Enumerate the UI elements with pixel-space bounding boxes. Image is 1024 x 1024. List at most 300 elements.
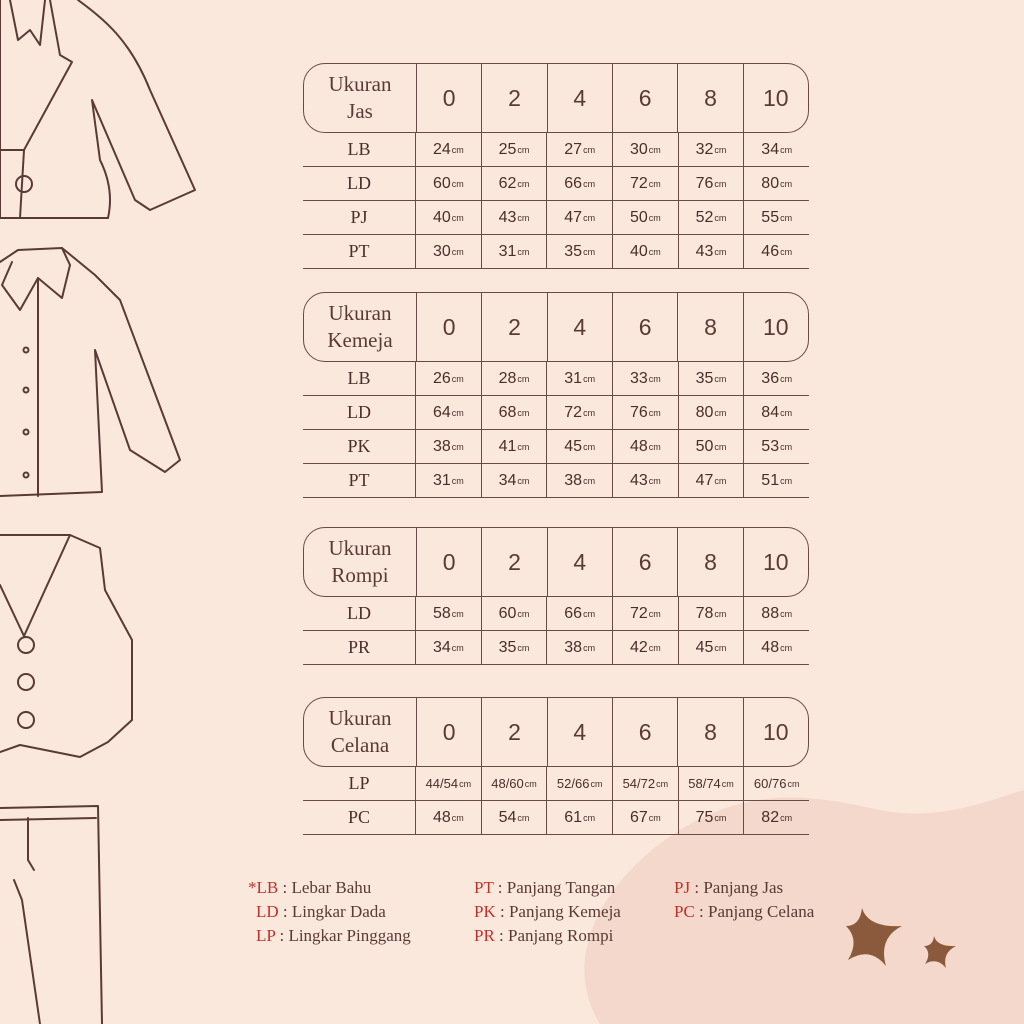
value-number: 54/72: [622, 776, 656, 791]
measure-value: [612, 396, 678, 429]
value-number: 60/76: [753, 776, 787, 791]
legend-item: PR : Panjang Rompi: [474, 926, 614, 945]
size-header: 2: [481, 293, 546, 361]
measure-value: [678, 396, 744, 429]
size-header: 6: [612, 528, 677, 596]
value-number: 60: [432, 174, 451, 192]
unit-label: cm: [780, 642, 793, 653]
unit-label: cm: [583, 475, 596, 486]
value-number: 60: [498, 604, 517, 622]
measure-value: [415, 430, 481, 463]
value-number: 30: [629, 140, 648, 158]
table-header: [303, 63, 809, 133]
size-header: 8: [677, 698, 742, 766]
unit-label: cm: [451, 475, 464, 486]
unit-label: cm: [714, 144, 727, 155]
measure-value: [546, 597, 612, 630]
legend-key: PJ: [674, 878, 691, 897]
value-number: 35: [564, 242, 583, 260]
legend-item: LD : Lingkar Dada: [256, 902, 386, 921]
table-row: [303, 133, 809, 167]
value-number: 28: [498, 369, 517, 387]
legend-value: Lingkar Dada: [291, 902, 386, 921]
unit-label: cm: [451, 178, 464, 189]
table-header: [303, 697, 809, 767]
caption-line-1: Ukuran: [328, 706, 392, 730]
measure-value: [415, 167, 481, 200]
measure-value: [678, 430, 744, 463]
measure-value: [546, 801, 612, 834]
measure-value: [481, 235, 547, 268]
measure-value: [743, 464, 809, 497]
value-number: 48: [761, 638, 780, 656]
unit-label: cm: [583, 212, 596, 223]
value-number: 44/54: [425, 776, 459, 791]
unit-label: cm: [517, 373, 530, 384]
measure-value: [546, 767, 612, 800]
unit-label: cm: [517, 642, 530, 653]
value-number: 84: [761, 403, 780, 421]
value-number: 34: [432, 638, 451, 656]
value-number: 33: [629, 369, 648, 387]
value-number: 32: [695, 140, 714, 158]
value-number: 78: [695, 604, 714, 622]
unit-label: cm: [780, 441, 793, 452]
unit-label: cm: [590, 778, 603, 789]
measure-value: [546, 464, 612, 497]
table-header: [303, 292, 809, 362]
measure-value: [481, 430, 547, 463]
value-number: 45: [695, 638, 714, 656]
star-icon: [922, 934, 958, 970]
measure-value: [546, 235, 612, 268]
unit-label: cm: [714, 212, 727, 223]
unit-label: cm: [648, 178, 661, 189]
table-row: [303, 167, 809, 201]
unit-label: cm: [451, 373, 464, 384]
table-row: [303, 430, 809, 464]
legend-item: PC : Panjang Celana: [674, 902, 815, 921]
value-number: 43: [629, 471, 648, 489]
size-header: 0: [416, 293, 481, 361]
measure-value: [612, 201, 678, 234]
value-number: 27: [564, 140, 583, 158]
unit-label: cm: [780, 407, 793, 418]
unit-label: cm: [780, 144, 793, 155]
pants-illustration: [0, 806, 102, 1024]
table-caption: [304, 698, 416, 766]
measure-value: [612, 235, 678, 268]
measure-label: PK: [347, 436, 371, 456]
measure-value: [546, 362, 612, 395]
legend-value: Panjang Celana: [708, 902, 815, 921]
legend-item: PT : Panjang Tangan: [474, 878, 616, 897]
legend-value: Panjang Tangan: [506, 878, 616, 897]
measure-label: PC: [347, 807, 371, 827]
value-number: 62: [498, 174, 517, 192]
unit-label: cm: [451, 812, 464, 823]
unit-label: cm: [517, 144, 530, 155]
measure-value: [678, 133, 744, 166]
measure-value: [612, 767, 678, 800]
measure-value: [415, 235, 481, 268]
measure-value: [481, 464, 547, 497]
unit-label: cm: [714, 407, 727, 418]
value-number: 82: [761, 808, 780, 826]
unit-label: cm: [714, 642, 727, 653]
value-number: 67: [629, 808, 648, 826]
unit-label: cm: [648, 812, 661, 823]
measure-value: [612, 133, 678, 166]
size-header: 4: [547, 528, 612, 596]
measure-value: [481, 767, 547, 800]
value-number: 45: [564, 437, 583, 455]
unit-label: cm: [583, 441, 596, 452]
measure-value: [612, 801, 678, 834]
value-number: 88: [761, 604, 780, 622]
legend-key: *LB: [248, 878, 279, 897]
size-table-rompi: [303, 527, 809, 665]
unit-label: cm: [714, 246, 727, 257]
measure-value: [743, 235, 809, 268]
unit-label: cm: [648, 642, 661, 653]
measure-value: [678, 464, 744, 497]
legend-key: LD: [256, 902, 279, 921]
legend-item: PJ : Panjang Jas: [674, 878, 784, 897]
jacket-illustration: [0, 0, 195, 218]
table-row: [303, 767, 809, 801]
value-number: 41: [498, 437, 517, 455]
legend-column: [248, 876, 411, 948]
table-row: [303, 362, 809, 396]
unit-label: cm: [459, 778, 472, 789]
value-number: 72: [629, 604, 648, 622]
size-table-jas: [303, 63, 809, 269]
unit-label: cm: [648, 475, 661, 486]
unit-label: cm: [648, 608, 661, 619]
caption-line-1: Ukuran: [328, 536, 392, 560]
caption-line-2: Rompi: [331, 563, 389, 587]
unit-label: cm: [721, 778, 734, 789]
measure-value: [546, 201, 612, 234]
caption-line-2: Kemeja: [327, 328, 393, 352]
table-row: [303, 235, 809, 269]
measure-value: [612, 597, 678, 630]
unit-label: cm: [451, 144, 464, 155]
unit-label: cm: [451, 441, 464, 452]
unit-label: cm: [648, 441, 661, 452]
value-number: 66: [564, 174, 583, 192]
unit-label: cm: [648, 373, 661, 384]
measure-value: [546, 396, 612, 429]
measure-value: [678, 362, 744, 395]
unit-label: cm: [780, 178, 793, 189]
value-number: 31: [432, 471, 451, 489]
size-header: 10: [743, 528, 808, 596]
value-number: 51: [761, 471, 780, 489]
value-number: 58/74: [688, 776, 721, 791]
unit-label: cm: [648, 246, 661, 257]
unit-label: cm: [583, 407, 596, 418]
value-number: 36: [761, 369, 780, 387]
clothing-illustrations: [0, 0, 210, 1024]
caption-line-1: Ukuran: [328, 301, 392, 325]
measure-value: [678, 597, 744, 630]
measure-value: [481, 396, 547, 429]
measure-value: [481, 631, 547, 664]
measure-value: [481, 167, 547, 200]
value-number: 68: [498, 403, 517, 421]
unit-label: cm: [648, 212, 661, 223]
caption-line-1: Ukuran: [328, 72, 392, 96]
value-number: 34: [498, 471, 517, 489]
unit-label: cm: [583, 246, 596, 257]
star-icon: [842, 904, 908, 970]
value-number: 48: [432, 808, 451, 826]
unit-label: cm: [583, 608, 596, 619]
size-header: 2: [481, 64, 546, 132]
unit-label: cm: [787, 778, 800, 789]
measure-value: [678, 167, 744, 200]
measure-value: [612, 631, 678, 664]
value-number: 50: [629, 208, 648, 226]
unit-label: cm: [714, 441, 727, 452]
measure-value: [612, 430, 678, 463]
measure-value: [546, 631, 612, 664]
unit-label: cm: [780, 812, 793, 823]
measure-label: PJ: [350, 207, 368, 227]
size-header: 2: [481, 528, 546, 596]
table-caption: [304, 64, 416, 132]
measure-value: [678, 235, 744, 268]
measure-value: [415, 464, 481, 497]
size-header: 4: [547, 698, 612, 766]
table-caption: [304, 293, 416, 361]
measure-value: [415, 801, 481, 834]
measure-value: [743, 597, 809, 630]
measure-value: [678, 801, 744, 834]
value-number: 43: [695, 242, 714, 260]
value-number: 30: [432, 242, 451, 260]
legend-item: *LB : Lebar Bahu: [248, 878, 372, 897]
value-number: 52: [695, 208, 714, 226]
unit-label: cm: [451, 407, 464, 418]
value-number: 35: [498, 638, 517, 656]
measure-value: [743, 133, 809, 166]
shirt-illustration: [0, 248, 180, 496]
unit-label: cm: [780, 475, 793, 486]
unit-label: cm: [517, 246, 530, 257]
vest-illustration: [0, 535, 132, 757]
measure-value: [743, 430, 809, 463]
measure-value: [415, 631, 481, 664]
legend-column: [474, 876, 621, 948]
size-header: 6: [612, 293, 677, 361]
legend-key: PC: [674, 902, 695, 921]
value-number: 26: [432, 369, 451, 387]
size-header: 8: [677, 528, 742, 596]
value-number: 76: [695, 174, 714, 192]
size-header: 4: [547, 293, 612, 361]
legend-item: LP : Lingkar Pinggang: [256, 926, 411, 945]
value-number: 31: [564, 369, 583, 387]
legend-column: [674, 876, 814, 924]
value-number: 40: [432, 208, 451, 226]
value-number: 38: [564, 471, 583, 489]
value-number: 76: [629, 403, 648, 421]
value-number: 31: [498, 242, 517, 260]
size-header: 8: [677, 64, 742, 132]
legend-key: LP: [256, 926, 276, 945]
table-row: [303, 801, 809, 835]
measure-value: [743, 396, 809, 429]
value-number: 46: [761, 242, 780, 260]
table-row: [303, 631, 809, 665]
unit-label: cm: [780, 373, 793, 384]
size-header: 10: [743, 698, 808, 766]
value-number: 40: [629, 242, 648, 260]
measure-value: [678, 201, 744, 234]
size-header: 10: [743, 293, 808, 361]
value-number: 54: [498, 808, 517, 826]
unit-label: cm: [451, 642, 464, 653]
table-row: [303, 464, 809, 498]
value-number: 72: [564, 403, 583, 421]
unit-label: cm: [451, 246, 464, 257]
measure-value: [481, 801, 547, 834]
value-number: 80: [695, 403, 714, 421]
value-number: 47: [695, 471, 714, 489]
value-number: 61: [564, 808, 583, 826]
unit-label: cm: [583, 373, 596, 384]
value-number: 24: [432, 140, 451, 158]
legend-key: PR: [474, 926, 495, 945]
unit-label: cm: [656, 778, 669, 789]
size-header: 2: [481, 698, 546, 766]
measure-value: [481, 362, 547, 395]
value-number: 42: [629, 638, 648, 656]
value-number: 43: [498, 208, 517, 226]
unit-label: cm: [780, 246, 793, 257]
legend-value: Panjang Kemeja: [508, 902, 621, 921]
table-row: [303, 201, 809, 235]
measure-value: [415, 396, 481, 429]
size-header: 4: [547, 64, 612, 132]
value-number: 75: [695, 808, 714, 826]
measure-value: [678, 631, 744, 664]
measure-value: [743, 631, 809, 664]
value-number: 52/66: [556, 776, 590, 791]
size-header: 0: [416, 698, 481, 766]
caption-line-2: Celana: [330, 733, 390, 757]
unit-label: cm: [517, 608, 530, 619]
measure-value: [612, 464, 678, 497]
measure-value: [546, 167, 612, 200]
measure-value: [415, 597, 481, 630]
measure-value: [612, 362, 678, 395]
value-number: 35: [695, 369, 714, 387]
size-header: 8: [677, 293, 742, 361]
measure-value: [546, 430, 612, 463]
value-number: 64: [432, 403, 451, 421]
measure-value: [415, 362, 481, 395]
size-header: 6: [612, 698, 677, 766]
value-number: 53: [761, 437, 780, 455]
measure-value: [678, 767, 744, 800]
table-row: [303, 396, 809, 430]
measure-value: [481, 201, 547, 234]
unit-label: cm: [517, 178, 530, 189]
unit-label: cm: [517, 407, 530, 418]
value-number: 48/60: [491, 776, 524, 791]
size-table-kemeja: [303, 292, 809, 498]
measure-value: [415, 133, 481, 166]
value-number: 47: [564, 208, 583, 226]
measure-value: [743, 767, 809, 800]
value-number: 50: [695, 437, 714, 455]
measure-value: [546, 133, 612, 166]
legend-key: PK: [474, 902, 496, 921]
measure-label: PR: [347, 637, 371, 657]
measure-label: PT: [348, 470, 370, 490]
measure-label: LD: [347, 402, 371, 422]
size-header: 10: [743, 64, 808, 132]
unit-label: cm: [583, 178, 596, 189]
value-number: 34: [761, 140, 780, 158]
size-header: 0: [416, 528, 481, 596]
legend-value: Lingkar Pinggang: [288, 926, 411, 945]
unit-label: cm: [714, 608, 727, 619]
unit-label: cm: [451, 212, 464, 223]
unit-label: cm: [714, 475, 727, 486]
table-row: [303, 597, 809, 631]
measure-label: LD: [347, 173, 371, 193]
unit-label: cm: [517, 475, 530, 486]
value-number: 72: [629, 174, 648, 192]
legend-item: PK : Panjang Kemeja: [474, 902, 621, 921]
measure-value: [743, 362, 809, 395]
measure-value: [415, 201, 481, 234]
unit-label: cm: [524, 778, 537, 789]
unit-label: cm: [451, 608, 464, 619]
value-number: 38: [564, 638, 583, 656]
value-number: 25: [498, 140, 517, 158]
unit-label: cm: [780, 608, 793, 619]
legend-value: Panjang Jas: [703, 878, 784, 897]
measure-value: [415, 767, 481, 800]
value-number: 55: [761, 208, 780, 226]
value-number: 48: [629, 437, 648, 455]
measure-label: LP: [348, 773, 370, 793]
measure-label: LD: [347, 603, 371, 623]
unit-label: cm: [517, 212, 530, 223]
unit-label: cm: [780, 212, 793, 223]
table-header: [303, 527, 809, 597]
measure-label: LB: [347, 139, 371, 159]
size-header: 0: [416, 64, 481, 132]
legend-value: Panjang Rompi: [508, 926, 614, 945]
unit-label: cm: [648, 407, 661, 418]
value-number: 38: [432, 437, 451, 455]
measure-value: [481, 133, 547, 166]
value-number: 58: [432, 604, 451, 622]
unit-label: cm: [714, 373, 727, 384]
unit-label: cm: [583, 642, 596, 653]
measure-value: [481, 597, 547, 630]
unit-label: cm: [714, 812, 727, 823]
caption-line-2: Jas: [347, 99, 373, 123]
unit-label: cm: [714, 178, 727, 189]
